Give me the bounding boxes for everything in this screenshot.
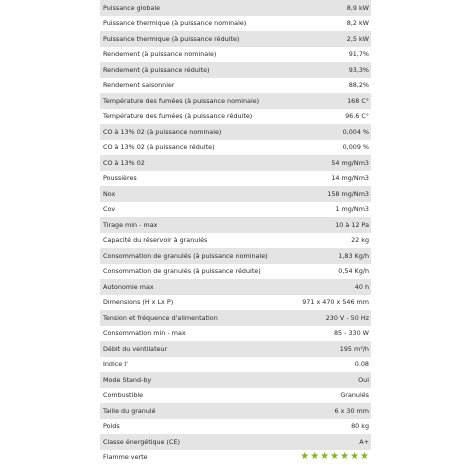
spec-label: Autonomie max: [103, 282, 154, 291]
spec-row: [100, 78, 371, 94]
spec-row: [100, 186, 371, 202]
spec-row: [100, 233, 371, 249]
spec-row: [100, 357, 371, 373]
spec-label: CO à 13% 02 (à puissance réduite): [103, 143, 215, 152]
spec-value: 54 mg/Nm3: [331, 158, 369, 167]
spec-value: 1 mg/Nm3: [335, 205, 369, 214]
spec-value: 0,009 %: [342, 143, 369, 152]
spec-row: [100, 264, 371, 280]
spec-label: Puissance thermique (à puissance nominale): [103, 19, 247, 28]
spec-value: 14 mg/Nm3: [331, 174, 369, 183]
spec-row: [100, 434, 371, 450]
spec-row: [100, 124, 371, 140]
green-star-icon: ★: [310, 451, 320, 463]
spec-value: 158 mg/Nm3: [327, 189, 369, 198]
spec-value: 1,83 Kg/h: [338, 251, 369, 260]
spec-row: [100, 279, 371, 295]
spec-row: [100, 388, 371, 404]
spec-value: A+: [359, 437, 369, 446]
spec-row: [100, 93, 371, 109]
spec-label: Poids: [103, 422, 120, 431]
spec-label: Indice I': [103, 360, 128, 369]
spec-label: Consommation min - max: [103, 329, 186, 338]
green-star-icon: ★: [300, 451, 310, 463]
spec-row: [100, 155, 371, 171]
spec-label: Cov: [103, 205, 116, 214]
spec-label: Tirage min - max: [103, 220, 158, 229]
spec-label: CO à 13% 02 (à puissance nominale): [103, 127, 222, 136]
spec-label: Rendement (à puissance réduite): [103, 65, 210, 74]
spec-label: Classe énergétique (CE): [103, 437, 181, 446]
spec-value: Oui: [358, 375, 369, 384]
spec-value: 40 h: [354, 282, 369, 291]
spec-label: Température des fumées (à puissance nominale): [103, 96, 260, 105]
spec-value: 971 x 470 x 546 mm: [302, 298, 369, 307]
green-star-icon: ★: [350, 451, 360, 463]
spec-row: [100, 0, 371, 16]
spec-label: Puissance globale: [103, 3, 161, 12]
green-star-icon: ★: [330, 451, 340, 463]
spec-value: 91,7%: [348, 50, 369, 59]
spec-label: Rendement saisonnier: [103, 81, 175, 90]
spec-row: [100, 326, 371, 342]
spec-label: Poussières: [103, 174, 137, 183]
green-star-icon: ★: [340, 451, 350, 463]
spec-row: [100, 341, 371, 357]
spec-row: [100, 171, 371, 187]
spec-value: 6 x 30 mm: [334, 406, 369, 415]
spec-value: 8,2 kW: [346, 19, 369, 28]
spec-value: 85 - 330 W: [333, 329, 369, 338]
spec-value: 96.6 C°: [345, 112, 369, 121]
spec-value: 0.08: [354, 360, 369, 369]
spec-value: 22 kg: [351, 236, 369, 245]
spec-row: [100, 109, 371, 125]
spec-label: Mode Stand-by: [103, 375, 152, 384]
spec-label: Puissance thermique (à puissance réduite): [103, 34, 240, 43]
spec-label: Température des fumées (à puissance réduite): [103, 112, 253, 121]
spec-value: 88,2%: [348, 81, 369, 90]
spec-value: 2,5 kW: [346, 34, 369, 43]
spec-row: [100, 372, 371, 388]
spec-row-flamme-verte: [100, 450, 371, 466]
spec-row: [100, 419, 371, 435]
spec-row: [100, 217, 371, 233]
spec-row: [100, 248, 371, 264]
spec-value: 93,3%: [348, 65, 369, 74]
spec-value: 10 à 12 Pa: [335, 220, 369, 229]
spec-value: 230 V - 50 Hz: [325, 313, 369, 322]
spec-row: [100, 16, 371, 32]
spec-row: [100, 140, 371, 156]
spec-row: [100, 31, 371, 47]
spec-table: [100, 0, 371, 465]
green-star-icon: ★: [360, 451, 369, 463]
spec-row: [100, 62, 371, 78]
spec-label: Capacité du réservoir à granulés: [103, 236, 208, 245]
spec-label: Consommation de granulés (à puissance réduite): [103, 267, 261, 276]
spec-row: [100, 403, 371, 419]
spec-value: 0,54 Kg/h: [338, 267, 369, 276]
spec-row: [100, 295, 371, 311]
green-star-icon: ★: [320, 451, 330, 463]
spec-row: [100, 47, 371, 63]
spec-label: Nox: [103, 189, 116, 198]
spec-label: Taille du granulé: [103, 406, 156, 415]
flamme-verte-rating: [300, 452, 369, 462]
spec-label: Rendement (à puissance nominale): [103, 50, 217, 59]
spec-label: Dimensions (H x Lx P): [103, 298, 174, 307]
spec-row: [100, 310, 371, 326]
spec-label: Débit du ventilateur: [103, 344, 168, 353]
spec-label: Flamme verte: [103, 453, 148, 462]
spec-value: 0,004 %: [342, 127, 369, 136]
spec-value: Granulés: [340, 391, 369, 400]
spec-value: 195 m³/h: [339, 344, 369, 353]
spec-label: Consommation de granulés (à puissance nominale): [103, 251, 268, 260]
spec-label: Tension et fréquence d'alimentation: [103, 313, 218, 322]
spec-value: 80 kg: [351, 422, 369, 431]
spec-row: [100, 202, 371, 218]
spec-label: Combustible: [103, 391, 144, 400]
spec-value: 168 C°: [347, 96, 369, 105]
spec-value: 8,9 kW: [346, 3, 369, 12]
spec-label: CO à 13% 02: [103, 158, 145, 167]
